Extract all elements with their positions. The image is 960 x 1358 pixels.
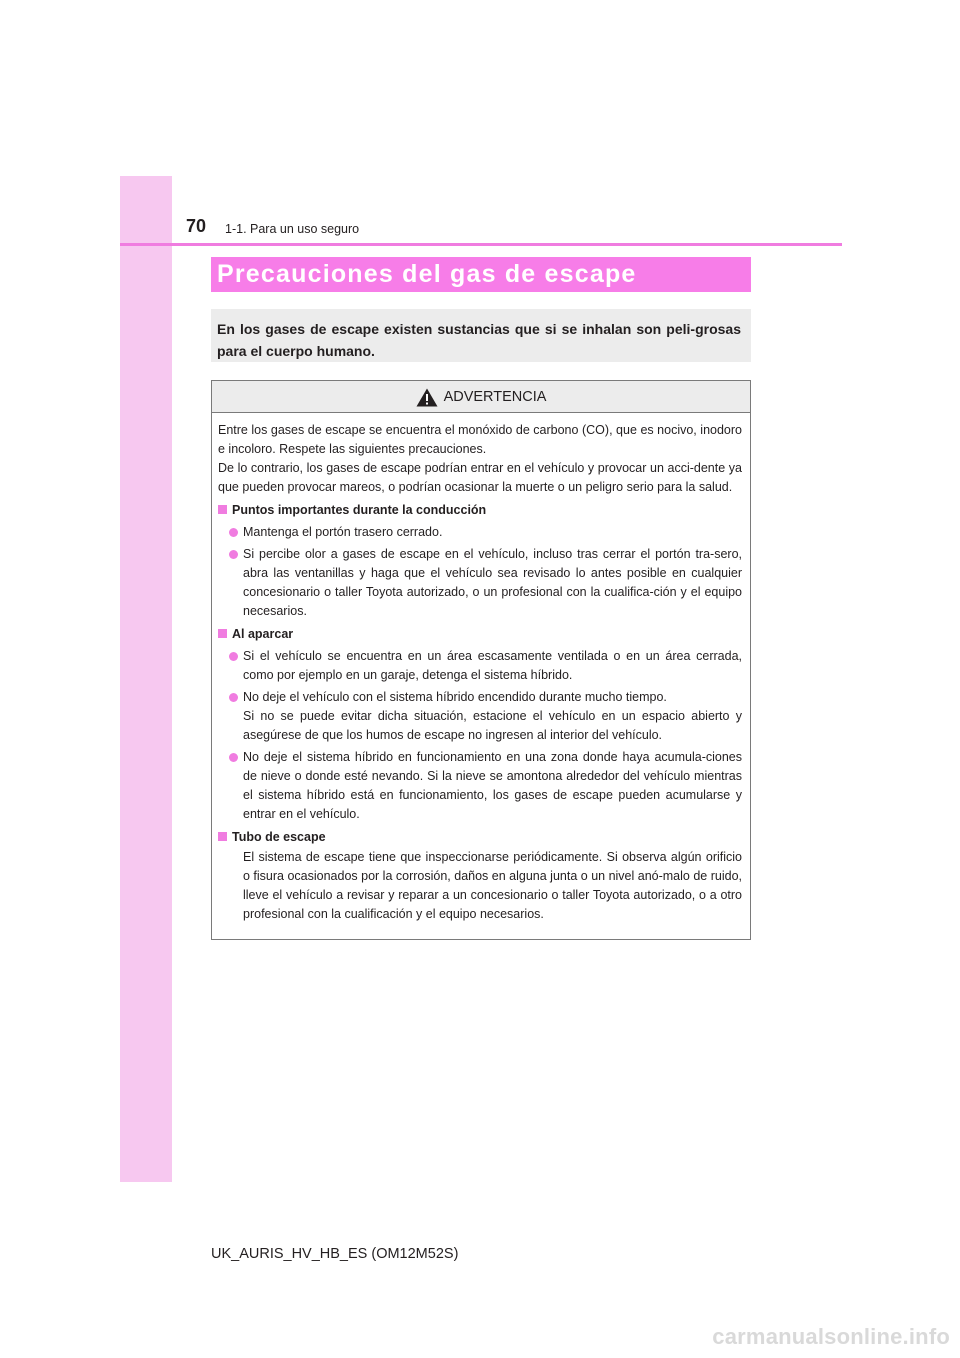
list-item-text: Si percibe olor a gases de escape en el vehículo, incluso tras cerrar el portón tra-sero, abra las ventanillas y haga que el vehículo sea revisado lo antes posible en cualquier concesionario o taller Toyota autorizado, o un profesional con la cualifica-ción y el equipo necesarios. <box>243 547 742 618</box>
section-heading-parking <box>218 625 742 644</box>
warning-title: ADVERTENCIA <box>443 388 547 405</box>
section-heading-text: Tubo de escape <box>232 830 326 844</box>
section-heading-exhaust-pipe <box>218 828 742 847</box>
footer-code: UK_AURIS_HV_HB_ES (OM12M52S) <box>211 1246 459 1262</box>
intro-box: En los gases de escape existen sustancias que si se inhalan son peli-grosas para el cuerpo humano. <box>211 309 751 362</box>
list-item <box>218 545 742 621</box>
square-bullet-icon <box>218 832 227 841</box>
section-label: 1-1. Para un uso seguro <box>225 222 360 236</box>
list-item <box>218 647 742 685</box>
list-item-text: Si el vehículo se encuentra en un área escasamente ventilada o en un área cerrada, como por ejemplo en un garaje, detenga el sistema híbrido. <box>243 649 742 682</box>
section-heading-text: Al aparcar <box>232 627 294 641</box>
dot-bullet-icon <box>229 693 238 702</box>
list-item <box>218 523 742 542</box>
page-title: Precauciones del gas de escape <box>217 260 637 288</box>
section-heading-text: Puntos importantes durante la conducción <box>232 503 487 517</box>
header-rule <box>120 243 842 246</box>
watermark: carmanualsonline.info <box>712 1324 950 1349</box>
list-item <box>218 748 742 824</box>
exhaust-pipe-text: El sistema de escape tiene que inspeccionarse periódicamente. Si observa algún orificio o fisura ocasionados por la corrosión, daños en alguna junta o un nivel anó-malo de ruido, lleve el vehículo a revisar y reparar a un concesionario o taller Toyota autorizado, o a otro profesional con la cualificación y el equipo necesarios. <box>243 850 742 921</box>
dot-bullet-icon <box>229 528 238 537</box>
dot-bullet-icon <box>229 550 238 559</box>
side-strip <box>120 176 172 1182</box>
list-item-text: Mantenga el portón trasero cerrado. <box>243 525 443 539</box>
page-number: 70 <box>186 216 207 236</box>
warning-intro-1: Entre los gases de escape se encuentra el monóxido de carbono (CO), que es nocivo, inodoro e incoloro. Respete las siguientes precauciones. <box>218 423 742 456</box>
warning-triangle-icon <box>416 386 438 407</box>
list-item-text: No deje el sistema híbrido en funcionamiento en una zona donde haya acumula-ciones de nieve o donde esté nevando. Si la nieve se amontona alrededor del vehículo mientras el sistema híbrido está en funcionamiento, los gases de escape pueden acumularse y entrar en el vehículo. <box>243 750 742 821</box>
list-item-line: Si no se puede evitar dicha situación, estacione el vehículo en un espacio abierto y asegúrese de que los humos de escape no ingresen al interior del vehículo. <box>243 709 742 742</box>
section-heading-driving <box>218 501 742 520</box>
square-bullet-icon <box>218 505 227 514</box>
warning-header <box>212 381 750 413</box>
dot-bullet-icon <box>229 753 238 762</box>
warning-body <box>212 413 750 924</box>
dot-bullet-icon <box>229 652 238 661</box>
title-bar <box>211 257 751 292</box>
warning-intro-2: De lo contrario, los gases de escape podrían entrar en el vehículo y provocar un acci-dente ya que pueden provocar mareos, o podrían ocasionar la muerte o un peligro serio para la salud. <box>218 461 742 494</box>
square-bullet-icon <box>218 629 227 638</box>
warning-box <box>211 380 751 940</box>
list-item-line: No deje el vehículo con el sistema híbrido encendido durante mucho tiempo. <box>243 690 667 704</box>
list-item <box>218 688 742 745</box>
list-item-text <box>243 688 742 745</box>
